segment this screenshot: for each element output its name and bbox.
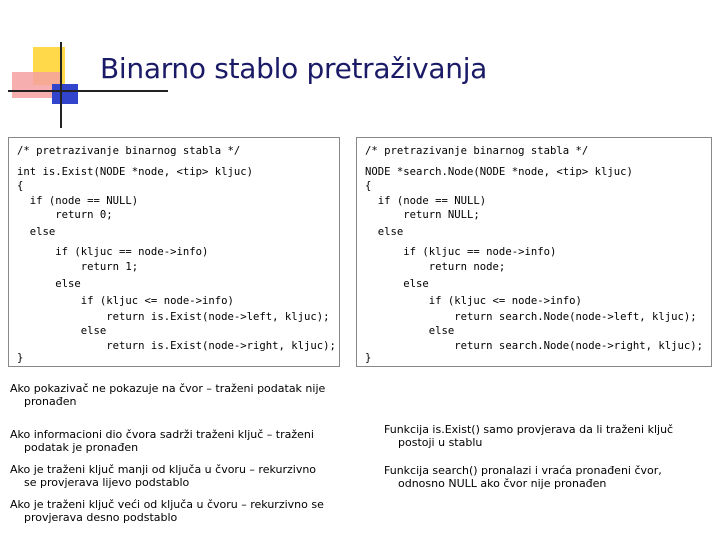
note-text: provjerava desno podstablo bbox=[24, 511, 178, 524]
code-line: return is.Exist(node->right, kljuc); bbox=[17, 340, 336, 352]
code-line: return search.Node(node->right, kljuc); bbox=[365, 340, 704, 352]
code-line: else bbox=[17, 278, 81, 290]
code-line: return 1; bbox=[17, 261, 139, 273]
code-line: if (kljuc <= node->info) bbox=[17, 295, 234, 307]
code-line: return 0; bbox=[17, 209, 113, 221]
note-text: Ako je traženi ključ veći od ključa u čvoru – rekurzivno se bbox=[10, 498, 324, 511]
note-item bbox=[10, 463, 316, 489]
code-line: { bbox=[17, 180, 24, 192]
code-line: if (kljuc == node->info) bbox=[17, 246, 209, 258]
note-text: Funkcija search() pronalazi i vraća pronađeni čvor, bbox=[384, 464, 662, 477]
code-line: } bbox=[365, 352, 372, 364]
code-line: /* pretrazivanje binarnog stabla */ bbox=[365, 145, 589, 157]
slide-title: Binarno stablo pretraživanja bbox=[100, 52, 488, 85]
code-line: else bbox=[365, 325, 455, 337]
note-text: Ako je traženi ključ manji od ključa u čvoru – rekurzivno bbox=[10, 463, 317, 476]
note-item bbox=[384, 464, 662, 490]
note-text: pronađen bbox=[24, 395, 77, 408]
code-box-is-exist bbox=[8, 137, 340, 367]
note-text: Funkcija is.Exist() samo provjerava da li traženi ključ bbox=[384, 423, 674, 436]
note-text: odnosno NULL ako čvor nije pronađen bbox=[398, 477, 607, 490]
code-line: return NULL; bbox=[365, 209, 480, 221]
code-line: else bbox=[17, 325, 107, 337]
decorative-blue-square bbox=[52, 84, 78, 104]
note-text: se provjerava lijevo podstablo bbox=[24, 476, 190, 489]
code-line: if (kljuc <= node->info) bbox=[365, 295, 582, 307]
code-line: if (kljuc == node->info) bbox=[365, 246, 557, 258]
code-line: else bbox=[365, 278, 429, 290]
note-item bbox=[384, 423, 673, 449]
code-line: if (node == NULL) bbox=[17, 195, 139, 207]
code-line: int is.Exist(NODE *node, <tip> kljuc) bbox=[17, 166, 253, 178]
code-line: return search.Node(node->left, kljuc); bbox=[365, 311, 697, 323]
note-text: podatak je pronađen bbox=[24, 441, 139, 454]
code-line: } bbox=[17, 352, 24, 364]
note-item bbox=[10, 382, 325, 408]
decorative-vertical-line bbox=[60, 42, 62, 128]
note-item bbox=[10, 498, 324, 524]
code-line: /* pretrazivanje binarnog stabla */ bbox=[17, 145, 241, 157]
note-text: postoji u stablu bbox=[398, 436, 483, 449]
code-line: return is.Exist(node->left, kljuc); bbox=[17, 311, 330, 323]
note-text: Ako pokazivač ne pokazuje na čvor – traženi podatak nije bbox=[10, 382, 326, 395]
code-line: return node; bbox=[365, 261, 506, 273]
code-line: else bbox=[17, 226, 56, 238]
note-item bbox=[10, 428, 314, 454]
code-line: { bbox=[365, 180, 372, 192]
code-line: NODE *search.Node(NODE *node, <tip> kljuc) bbox=[365, 166, 633, 178]
note-text: Ako informacioni dio čvora sadrži traženi ključ – traženi bbox=[10, 428, 314, 441]
code-line: else bbox=[365, 226, 404, 238]
code-box-search-node bbox=[356, 137, 712, 367]
code-line: if (node == NULL) bbox=[365, 195, 487, 207]
decorative-horizontal-line bbox=[8, 90, 168, 92]
